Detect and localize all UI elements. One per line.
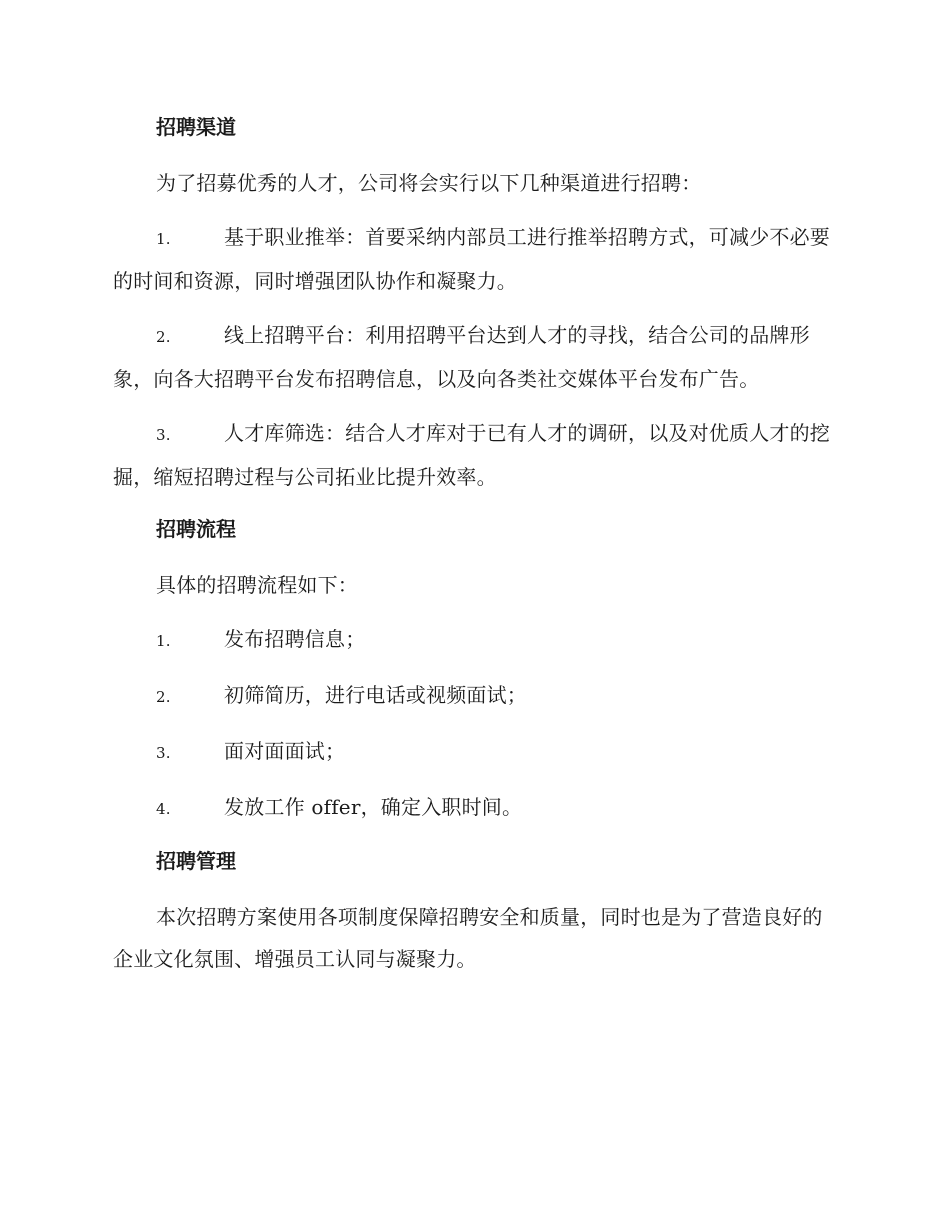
document-page — [113, 108, 835, 992]
list-text: 基于职业推举：首要采纳内部员工进行推举招聘方式，可减少不必要的时间和资源，同时增强团队协作和凝聚力。 — [113, 225, 830, 293]
list-item — [113, 730, 835, 774]
list-number: 1. — [156, 632, 171, 650]
list-number: 2. — [156, 328, 171, 346]
list-item — [113, 674, 835, 718]
list-number: 3. — [156, 744, 171, 762]
section-heading-process: 招聘流程 — [156, 517, 236, 541]
list-text: 面对面面试； — [224, 739, 346, 763]
process-intro: 具体的招聘流程如下： — [156, 573, 358, 597]
list-text: 发放工作 offer，确定入职时间。 — [224, 795, 523, 819]
list-number: 1. — [156, 230, 171, 248]
section-heading-management: 招聘管理 — [156, 849, 236, 873]
list-text: 初筛简历，进行电话或视频面试； — [224, 683, 527, 707]
list-item — [113, 216, 835, 302]
section-heading-channels: 招聘渠道 — [156, 115, 236, 139]
list-text: 发布招聘信息； — [224, 627, 366, 651]
list-text: 线上招聘平台：利用招聘平台达到人才的寻找，结合公司的品牌形象，向各大招聘平台发布招聘信息，以及向各类社交媒体平台发布广告。 — [113, 323, 810, 391]
list-item — [113, 618, 835, 662]
list-number: 3. — [156, 426, 171, 444]
list-text: 人才库筛选：结合人才库对于已有人才的调研，以及对优质人才的挖掘，缩短招聘过程与公司拓业比提升效率。 — [113, 421, 830, 489]
management-body: 本次招聘方案使用各项制度保障招聘安全和质量，同时也是为了营造良好的企业文化氛围、增强员工认同与凝聚力。 — [113, 905, 823, 971]
channels-intro: 为了招募优秀的人才，公司将会实行以下几种渠道进行招聘： — [156, 171, 702, 195]
list-number: 4. — [156, 800, 171, 818]
list-item — [113, 786, 835, 830]
list-number: 2. — [156, 688, 171, 706]
list-item — [113, 412, 835, 498]
list-item — [113, 314, 835, 400]
